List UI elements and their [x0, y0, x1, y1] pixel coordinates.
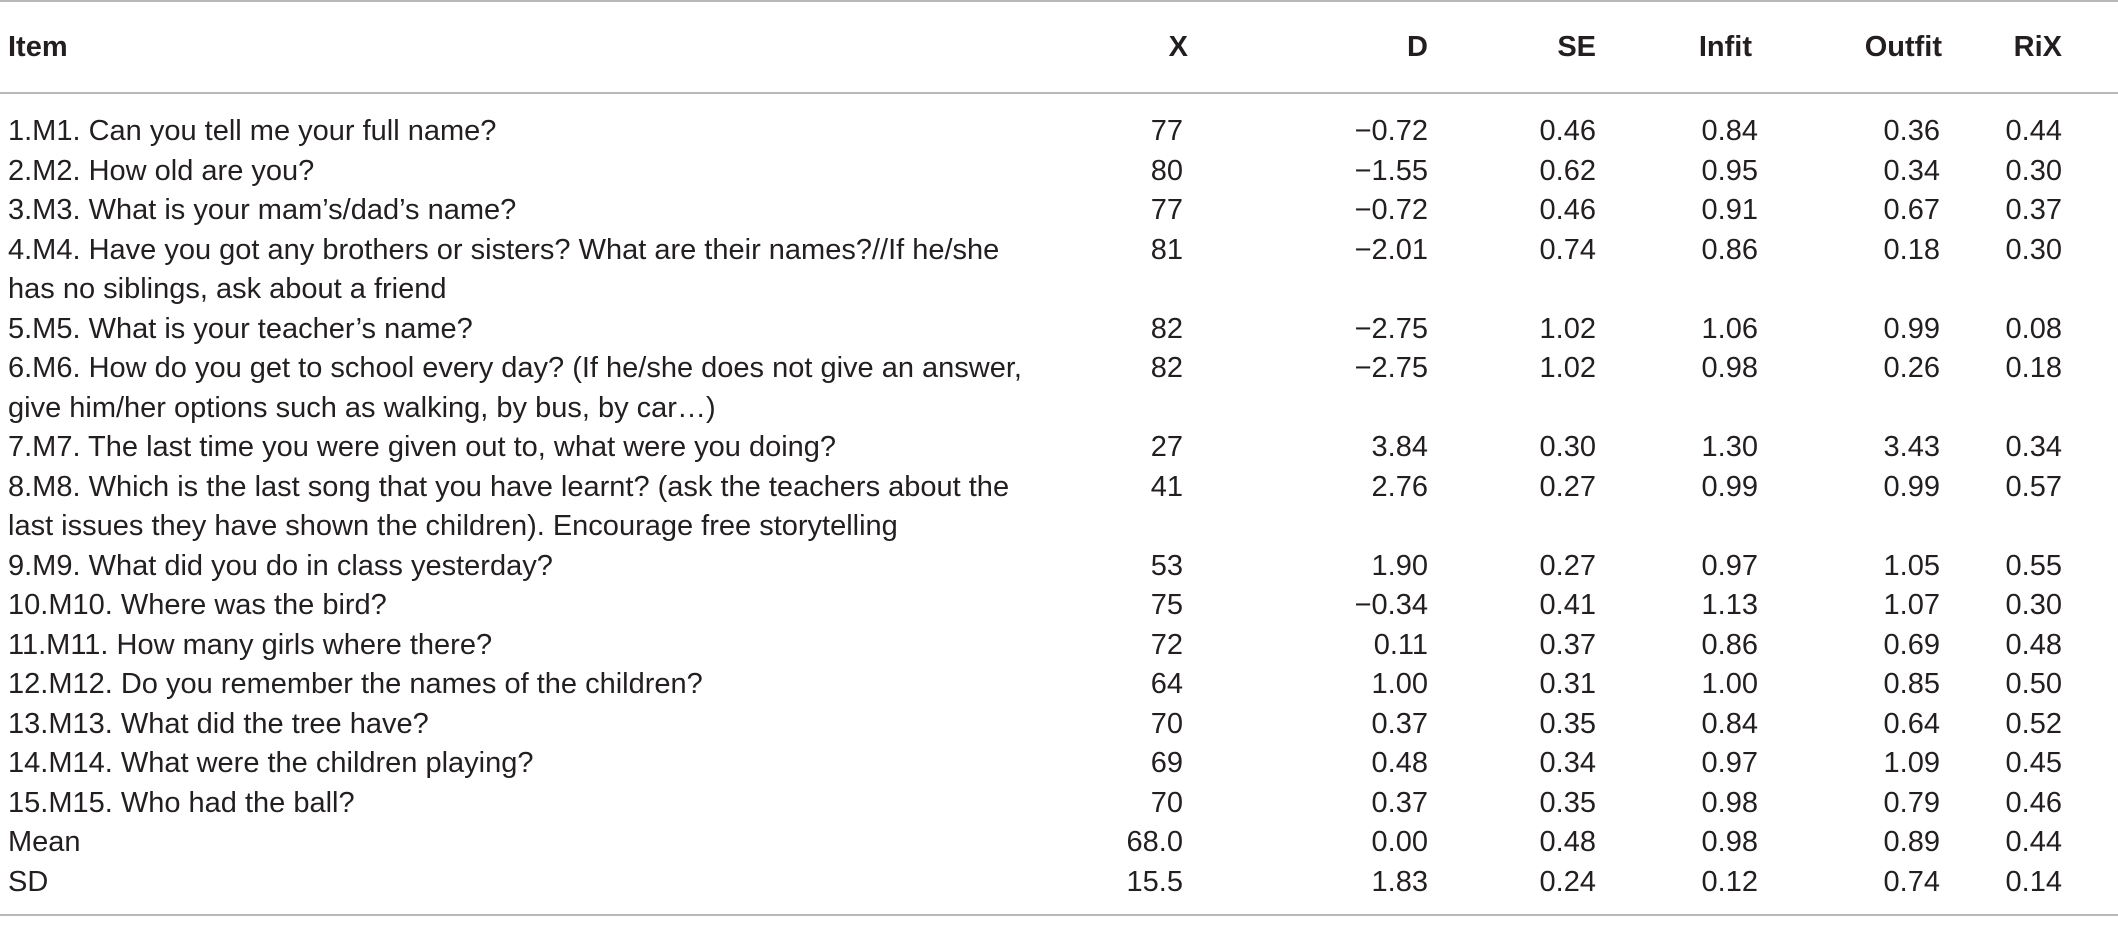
cell-d: −0.34: [1354, 589, 1428, 621]
cell-outfit: 0.18: [1883, 233, 1940, 266]
cell-rix: 0.45: [2005, 747, 2062, 779]
cell-infit: 0.95: [1701, 154, 1758, 187]
cell-rix: 0.44: [2005, 115, 2062, 147]
cell-rix: 0.46: [2005, 786, 2062, 819]
cell-rix: 0.50: [2005, 668, 2062, 700]
cell-x: 68.0: [1126, 826, 1183, 858]
cell-d: −2.01: [1354, 233, 1428, 266]
cell-x: 53: [1150, 549, 1183, 582]
table-row: [0, 744, 2118, 784]
cell-item: 15.M15. Who had the ball?: [8, 786, 355, 819]
cell-se: 1.02: [1539, 312, 1596, 345]
cell-infit: 1.00: [1701, 668, 1758, 700]
cell-infit: 0.86: [1701, 628, 1758, 661]
cell-infit: 0.84: [1701, 115, 1758, 147]
cell-item: 9.M9. What did you do in class yesterday?: [8, 549, 553, 582]
cell-rix: 0.08: [2005, 312, 2062, 345]
cell-se: 0.37: [1539, 628, 1596, 661]
table-row: [0, 191, 2118, 231]
cell-infit: 0.98: [1701, 826, 1758, 858]
cell-infit: 1.06: [1701, 312, 1758, 345]
table-row: [0, 468, 2118, 547]
cell-rix: 0.30: [2005, 154, 2062, 187]
table-row: [0, 784, 2118, 824]
cell-rix: 0.37: [2005, 194, 2062, 226]
table-header: [0, 1, 2118, 93]
table-row: [0, 152, 2118, 192]
cell-item: 6.M6. How do you get to school every day? (If he/she does not give an answer, give him/her options such as walking, by bus, by car…): [8, 352, 1022, 424]
cell-d: 2.76: [1371, 470, 1428, 503]
cell-se: 0.46: [1539, 115, 1596, 147]
cell-d: −0.72: [1354, 115, 1428, 147]
cell-se: 0.30: [1539, 431, 1596, 463]
cell-outfit: 1.09: [1883, 747, 1940, 779]
cell-rix: 0.52: [2005, 707, 2062, 740]
column-header-outfit: Outfit: [1808, 1, 1996, 93]
cell-se: 0.41: [1539, 589, 1596, 621]
cell-item: SD: [0, 863, 1058, 916]
cell-d: 0.37: [1371, 786, 1428, 819]
cell-x: 70: [1150, 707, 1183, 740]
cell-outfit: 1.05: [1883, 549, 1940, 582]
cell-outfit: 0.99: [1883, 470, 1940, 503]
column-header-infit: Infit: [1636, 1, 1808, 93]
table-row: [0, 586, 2118, 626]
cell-outfit: 0.34: [1883, 154, 1940, 187]
table-row: [0, 231, 2118, 310]
table-row: [0, 823, 2118, 863]
cell-se: 0.46: [1539, 194, 1596, 226]
cell-d: 0.48: [1371, 747, 1428, 779]
cell-se: 0.31: [1539, 668, 1596, 700]
cell-rix: 0.57: [2005, 470, 2062, 503]
cell-item: 2.M2. How old are you?: [8, 154, 315, 187]
cell-item: 3.M3. What is your mam’s/dad’s name?: [8, 194, 517, 226]
cell-infit: 0.99: [1701, 470, 1758, 503]
cell-infit: 0.97: [1701, 549, 1758, 582]
cell-d: 0.11: [1373, 628, 1428, 661]
cell-outfit: 1.07: [1883, 589, 1940, 621]
cell-x: 77: [1150, 115, 1183, 147]
cell-infit: 0.91: [1701, 194, 1758, 226]
table-row: [0, 705, 2118, 745]
cell-se: 0.48: [1539, 826, 1596, 858]
cell-x: 81: [1150, 233, 1183, 266]
cell-item: 11.M11. How many girls where there?: [8, 628, 493, 661]
table-row: [0, 547, 2118, 587]
cell-rix: 0.14: [1996, 863, 2118, 916]
cell-x: 27: [1150, 431, 1183, 463]
cell-d: 3.84: [1371, 431, 1428, 463]
column-header-se: SE: [1468, 1, 1636, 93]
cell-d: −2.75: [1354, 312, 1428, 345]
cell-d: 0.37: [1371, 707, 1428, 740]
table-row: [0, 428, 2118, 468]
cell-outfit: 0.99: [1883, 312, 1940, 345]
cell-rix: 0.55: [2005, 549, 2062, 582]
table-row: [0, 863, 2118, 916]
cell-outfit: 0.36: [1883, 115, 1940, 147]
cell-outfit: 3.43: [1883, 431, 1940, 463]
cell-rix: 0.18: [2005, 352, 2062, 384]
cell-se: 0.62: [1539, 154, 1596, 187]
cell-rix: 0.48: [2005, 628, 2062, 661]
cell-item: 5.M5. What is your teacher’s name?: [8, 312, 473, 345]
cell-se: 0.74: [1539, 233, 1596, 266]
table-row: [0, 626, 2118, 666]
cell-outfit: 0.89: [1883, 826, 1940, 858]
cell-d: 1.83: [1238, 863, 1468, 916]
cell-item: 14.M14. What were the children playing?: [8, 747, 534, 779]
cell-x: 77: [1150, 194, 1183, 226]
cell-item: 12.M12. Do you remember the names of the children?: [8, 668, 703, 700]
column-header-d: D: [1238, 1, 1468, 93]
cell-infit: 0.98: [1701, 352, 1758, 384]
cell-rix: 0.34: [2005, 431, 2062, 463]
table-row: [0, 665, 2118, 705]
cell-x: 82: [1150, 352, 1183, 384]
cell-outfit: 0.79: [1883, 786, 1940, 819]
cell-x: 72: [1150, 628, 1183, 661]
table-body: [0, 93, 2118, 915]
cell-d: 0.00: [1371, 826, 1428, 858]
cell-item: 7.M7. The last time you were given out to, what were you doing?: [8, 431, 837, 463]
cell-outfit: 0.26: [1883, 352, 1940, 384]
column-header-item: Item: [0, 1, 1058, 93]
cell-x: 15.5: [1058, 863, 1238, 916]
cell-se: 0.35: [1539, 707, 1596, 740]
cell-infit: 0.86: [1701, 233, 1758, 266]
cell-infit: 0.12: [1636, 863, 1808, 916]
table-row: [0, 349, 2118, 428]
cell-se: 0.35: [1539, 786, 1596, 819]
cell-x: 75: [1150, 589, 1183, 621]
cell-se: 1.02: [1539, 352, 1596, 384]
cell-infit: 0.98: [1701, 786, 1758, 819]
header-row: [0, 1, 2118, 93]
column-header-rix: RiX: [1996, 1, 2118, 93]
cell-outfit: 0.67: [1883, 194, 1940, 226]
cell-se: 0.27: [1539, 549, 1596, 582]
cell-x: 70: [1150, 786, 1183, 819]
cell-item: 8.M8. Which is the last song that you have learnt? (ask the teachers about the last issues they have shown the children). Encourage free storytelling: [8, 470, 1010, 542]
cell-rix: 0.30: [2005, 589, 2062, 621]
cell-se: 0.27: [1539, 470, 1596, 503]
cell-rix: 0.44: [2005, 826, 2062, 858]
cell-d: 1.90: [1371, 549, 1428, 582]
cell-x: 80: [1150, 154, 1183, 187]
cell-outfit: 0.64: [1883, 707, 1940, 740]
cell-infit: 1.30: [1701, 431, 1758, 463]
cell-d: −1.55: [1354, 154, 1428, 187]
cell-d: −0.72: [1354, 194, 1428, 226]
cell-rix: 0.30: [2005, 233, 2062, 266]
cell-outfit: 0.74: [1808, 863, 1996, 916]
cell-x: 82: [1150, 312, 1183, 345]
cell-infit: 0.97: [1701, 747, 1758, 779]
cell-x: 64: [1150, 668, 1183, 700]
cell-se: 0.24: [1468, 863, 1636, 916]
cell-item: 1.M1. Can you tell me your full name?: [8, 115, 497, 147]
cell-item: Mean: [8, 826, 81, 858]
cell-item: 13.M13. What did the tree have?: [8, 707, 429, 740]
cell-outfit: 0.85: [1883, 668, 1940, 700]
cell-item: 10.M10. Where was the bird?: [8, 589, 387, 621]
cell-d: −2.75: [1354, 352, 1428, 384]
cell-x: 41: [1150, 470, 1183, 503]
cell-item: 4.M4. Have you got any brothers or sisters? What are their names?//If he/she has no siblings, ask about a friend: [8, 233, 1000, 305]
table-row: [0, 310, 2118, 350]
cell-x: 69: [1150, 747, 1183, 779]
table-row: [0, 93, 2118, 152]
cell-outfit: 0.69: [1883, 628, 1940, 661]
cell-infit: 1.13: [1701, 589, 1758, 621]
column-header-x: X: [1058, 1, 1238, 93]
cell-se: 0.34: [1539, 747, 1596, 779]
cell-infit: 0.84: [1701, 707, 1758, 740]
cell-d: 1.00: [1371, 668, 1428, 700]
